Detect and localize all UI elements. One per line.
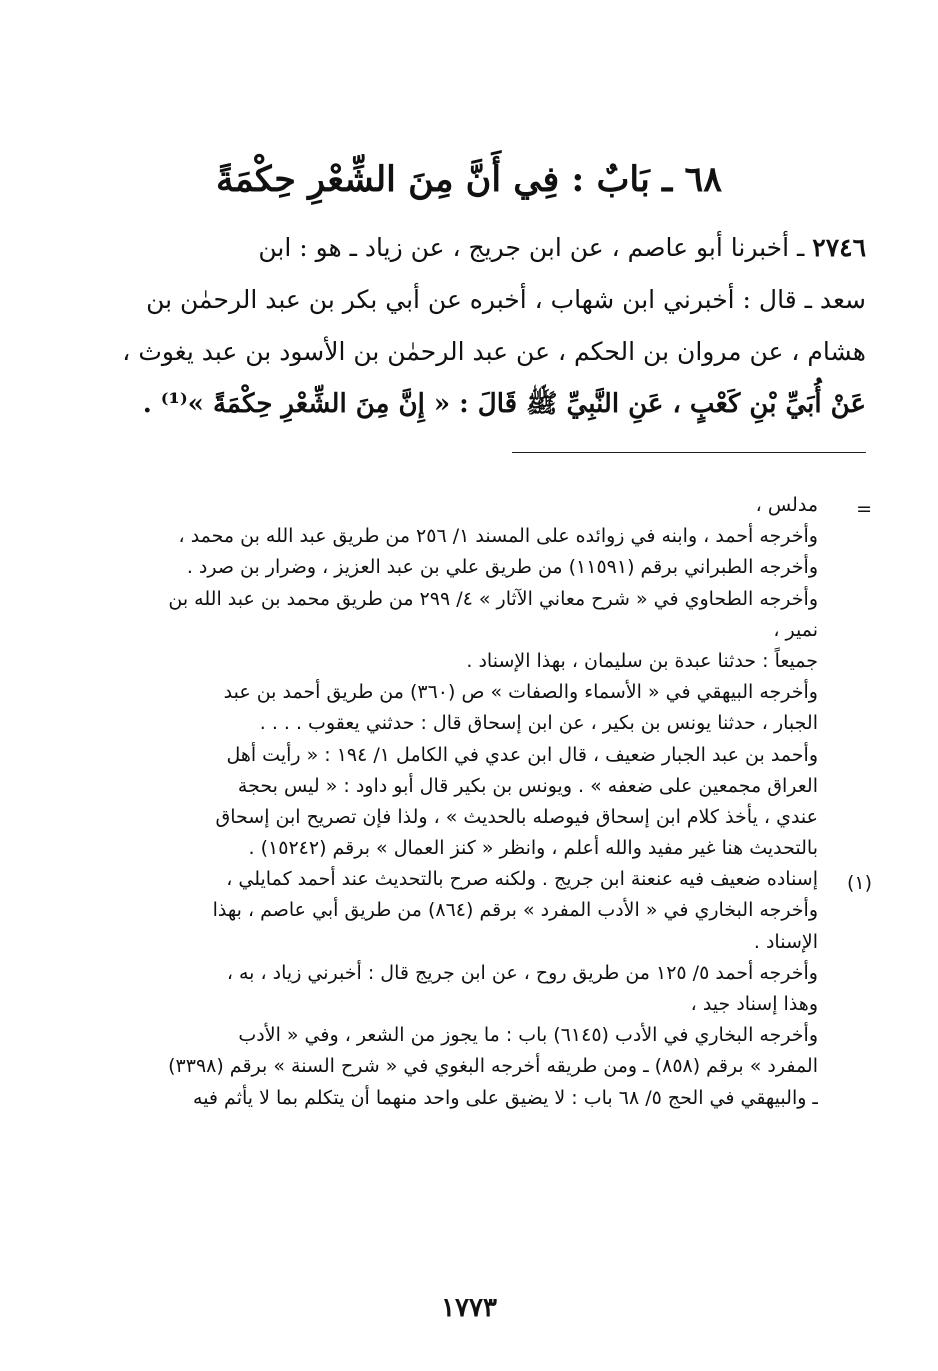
footnote-line: بالتحديث هنا غير مفيد والله أعلم ، وانظر « كنز العمال » برقم (١٥٢٤٢) . [248, 837, 818, 860]
hadith-line-4: عَنْ أُبَيِّ بْنِ كَعْبٍ ، عَنِ النَّبِيِّ ﷺ قَالَ : « إِنَّ مِنَ الشِّعْرِ حِكْمَةً »⁽¹⁾ . [142, 389, 866, 419]
footnote-continuation [92, 490, 876, 864]
hadith-line-3: هشام ، عن مروان بن الحكم ، عن عبد الرحمٰن بن الأسود بن عبد يغوث ، [122, 337, 866, 366]
footnote-line: ـ والبيهقي في الحج ٥/ ٦٨ باب : لا يضيق على واحد منهما أن يتكلم بما لا يأثم فيه [193, 1086, 818, 1109]
footnote-line: وأخرجه الطبراني برقم (١١٥٩١) من طريق علي بن عبد العزيز ، وضرار بن صرد . [186, 556, 818, 579]
footnote-line: وأخرجه البخاري في « الأدب المفرد » برقم (٨٦٤) من طريق أبي عاصم ، بهذا [212, 899, 818, 922]
footnote-line: نمير ، [773, 618, 818, 641]
footnote-line: وأخرجه أحمد ، وابنه في زوائده على المسند ١/ ٢٥٦ من طريق عبد الله بن محمد ، [178, 525, 818, 548]
hadith-number: ٢٧٤٦ [812, 233, 866, 262]
hadith-text [96, 222, 866, 430]
footnotes [92, 490, 876, 1114]
footnote-line: المفرد » برقم (٨٥٨) ـ ومن طريقه أخرجه البغوي في « شرح السنة » برقم (٣٣٩٨) [168, 1055, 818, 1078]
footnote-line: وأخرجه الطحاوي في « شرح معاني الآثار » ٤/ ٢٩٩ من طريق محمد بن عبد الله بن [168, 587, 818, 610]
hadith-line-2: سعد ـ قال : أخبرني ابن شهاب ، أخبره عن أبي بكر بن عبد الرحمٰن بن [146, 285, 866, 314]
footnote-line: إسناده ضعيف فيه عنعنة ابن جريج . ولكنه صرح بالتحديث عند أحمد كمايلي ، [226, 868, 818, 891]
footnote-line: وهذا إسناد جيد ، [690, 993, 818, 1015]
page-number: ١٧٧٣ [441, 1293, 497, 1323]
footnote-line: جميعاً : حدثنا عبدة بن سليمان ، بهذا الإسناد . [466, 649, 818, 672]
footnote-line: عندي ، يأخذ كلام ابن إسحاق فيوصله بالحديث » ، ولذا فإن تصريح ابن إسحاق [215, 805, 818, 828]
footnote-line: الإسناد . [753, 930, 818, 953]
footnote-line: مدلس ، [755, 494, 818, 516]
footnote-marker: = [856, 498, 872, 520]
footnote-1 [92, 864, 876, 1114]
footnote-line: وأحمد بن عبد الجبار ضعيف ، قال ابن عدي في الكامل ١/ ١٩٤ : « رأيت أهل [226, 743, 818, 766]
footnote-divider [512, 452, 866, 453]
footnote-line: وأخرجه البخاري في الأدب (٦١٤٥) باب : ما يجوز من الشعر ، وفي « الأدب [238, 1024, 818, 1047]
hadith-line-1: ٢٧٤٦ ـ أخبرنا أبو عاصم ، عن ابن جريج ، عن زياد ـ هو : ابن [258, 233, 866, 262]
footnote-line: وأخرجه أحمد ٥/ ١٢٥ من طريق روح ، عن ابن جريج قال : أخبرني زياد ، به ، [226, 961, 818, 984]
footnote-line: العراق مجمعين على ضعفه » . ويونس بن بكير قال أبو داود : « ليس بحجة [237, 774, 818, 797]
footnote-line: الجبار ، حدثنا يونس بن بكير ، عن ابن إسحاق قال : حدثني يعقوب . . . . [259, 712, 818, 735]
footnote-marker: (١) [846, 872, 872, 895]
chapter-title: ٦٨ ـ بَابٌ : فِي أَنَّ مِنَ الشِّعْرِ حِكْمَةً [215, 159, 723, 200]
footnote-line: وأخرجه البيهقي في « الأسماء والصفات » ص (٣٦٠) من طريق أحمد بن عبد [223, 681, 818, 704]
